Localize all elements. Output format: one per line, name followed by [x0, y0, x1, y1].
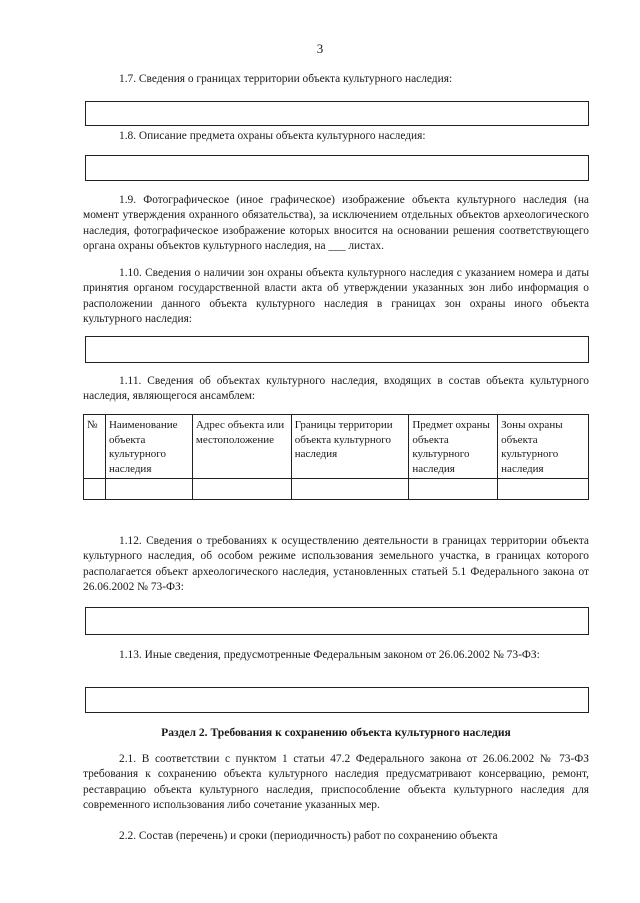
table-row	[84, 479, 589, 500]
section-1-13-text: 1.13. Иные сведения, предусмотренные Федеральным законом от 26.06.2002 № 73-ФЗ:	[119, 649, 540, 661]
table-cell[interactable]	[84, 479, 106, 500]
table-cell[interactable]	[291, 479, 409, 500]
header-name: Наименование объекта культурного наследия	[105, 415, 192, 479]
header-protection-zones: Зоны охраны объекта культурного наследия	[498, 415, 589, 479]
table-cell[interactable]	[409, 479, 498, 500]
section-1-13-field[interactable]	[85, 687, 589, 713]
section-1-12-field[interactable]	[85, 607, 589, 635]
page-number: 3	[316, 41, 324, 56]
ensemble-objects-table	[83, 414, 589, 500]
section-1-11-text: 1.11. Сведения об объектах культурного наследия, входящих в состав объекта культурного наследия, являющегося ансамблем:	[83, 375, 589, 403]
section-1-12-text: 1.12. Сведения о требованиях к осуществлению деятельности в границах территории объекта культурного наследия, об особом режиме использования земельного участка, в границах которого располагается объект археологического наследия, установленных статьей 5.1 Федерального закона от 26.06.2002 № 73-ФЗ:	[83, 535, 589, 594]
table-cell[interactable]	[105, 479, 192, 500]
section-1-10-text: 1.10. Сведения о наличии зон охраны объекта культурного наследия с указанием номера и даты принятия органом государственной власти акта об утверждении указанных зон либо информация о расположении данного объекта культурного наследия в границах зон охраны иного объекта культурного наследия:	[83, 267, 589, 326]
section-1-10-field[interactable]	[85, 336, 589, 363]
header-boundaries: Границы территории объекта культурного наследия	[291, 415, 409, 479]
table-cell[interactable]	[192, 479, 291, 500]
table-cell[interactable]	[498, 479, 589, 500]
section-2-1-text: 2.1. В соответствии с пунктом 1 статьи 47.2 Федерального закона от 26.06.2002 № 73-ФЗ требования к сохранению объекта культурного наследия предусматривают консервацию, ремонт, реставрацию объекта культурного наследия, приспособление объекта культурного наследия для современного использования либо сочетание указанных мер.	[83, 753, 589, 812]
table-header-row	[84, 415, 589, 479]
header-protection-subject: Предмет охраны объекта культурного наследия	[409, 415, 498, 479]
section-2-2-text: 2.2. Состав (перечень) и сроки (периодичность) работ по сохранению объекта	[119, 830, 498, 842]
section-1-9-text: 1.9. Фотографическое (иное графическое) изображение объекта культурного наследия (на момент утверждения охранного обязательства), за исключением отдельных объектов археологического наследия, фотографическое изображение которых вносится на основании решения соответствующего органа охраны объектов культурного наследия, на ___ листах.	[83, 194, 589, 253]
header-address: Адрес объекта или местоположение	[192, 415, 291, 479]
header-number: №	[84, 415, 106, 479]
section-1-8-text: 1.8. Описание предмета охраны объекта культурного наследия:	[119, 130, 426, 142]
section-1-7-field[interactable]	[85, 101, 589, 126]
section-2-heading: Раздел 2. Требования к сохранению объекта культурного наследия	[161, 726, 511, 739]
section-1-8-field[interactable]	[85, 155, 589, 181]
section-1-7-text: 1.7. Сведения о границах территории объекта культурного наследия:	[119, 73, 453, 85]
